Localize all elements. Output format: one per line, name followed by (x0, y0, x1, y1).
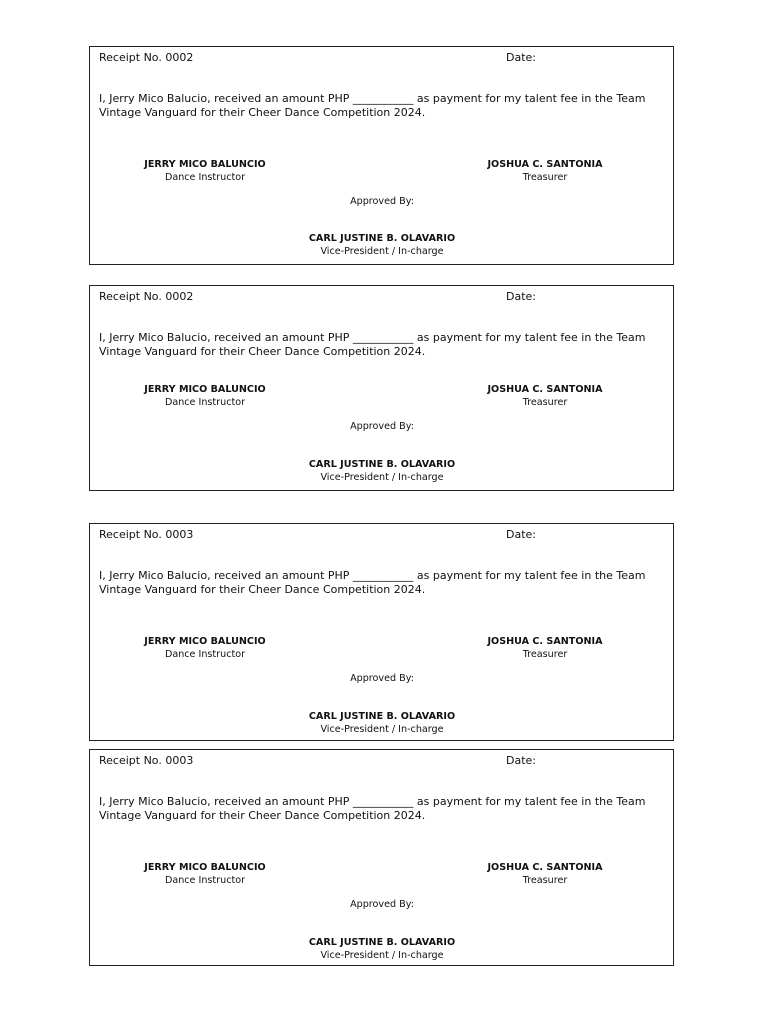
statement-line-2: Vintage Vanguard for their Cheer Dance Competition 2024. (99, 809, 426, 822)
instructor-title: Dance Instructor (164, 172, 246, 183)
instructor-name: JERRY MICO BALUNCIO (144, 384, 266, 395)
receipt-statement (99, 569, 674, 597)
statement-line-1: I, Jerry Mico Balucio, received an amount PHP ___________ as payment for my talent fee in the Team (99, 331, 646, 344)
receipt-number: Receipt No. 0002 (99, 51, 194, 64)
treasurer-name: JOSHUA C. SANTONIA (487, 862, 603, 873)
instructor-title: Dance Instructor (164, 649, 246, 660)
instructor-name: JERRY MICO BALUNCIO (144, 636, 266, 647)
date-label: Date: (506, 528, 536, 541)
approved-by-label: Approved By: (350, 899, 414, 910)
treasurer-title: Treasurer (522, 649, 568, 660)
treasurer-signature (435, 158, 655, 184)
instructor-name: JERRY MICO BALUNCIO (144, 159, 266, 170)
receipt-card (89, 523, 674, 741)
receipt-card (89, 749, 674, 966)
instructor-title: Dance Instructor (164, 397, 246, 408)
approver-signature (272, 232, 492, 258)
approved-by-label: Approved By: (350, 196, 414, 207)
instructor-signature (95, 383, 315, 409)
statement-line-2: Vintage Vanguard for their Cheer Dance Competition 2024. (99, 583, 426, 596)
instructor-name: JERRY MICO BALUNCIO (144, 862, 266, 873)
statement-line-1: I, Jerry Mico Balucio, received an amount PHP ___________ as payment for my talent fee in the Team (99, 795, 646, 808)
approver-name: CARL JUSTINE B. OLAVARIO (308, 711, 456, 722)
approved-by-label: Approved By: (350, 421, 414, 432)
approver-title: Vice-President / In-charge (320, 246, 444, 257)
instructor-signature (95, 635, 315, 661)
treasurer-title: Treasurer (522, 172, 568, 183)
receipt-number: Receipt No. 0003 (99, 754, 194, 767)
statement-line-1: I, Jerry Mico Balucio, received an amount PHP ___________ as payment for my talent fee in the Team (99, 569, 646, 582)
statement-line-2: Vintage Vanguard for their Cheer Dance Competition 2024. (99, 345, 426, 358)
approver-title: Vice-President / In-charge (320, 724, 444, 735)
date-label: Date: (506, 290, 536, 303)
approver-name: CARL JUSTINE B. OLAVARIO (308, 233, 456, 244)
receipt-number: Receipt No. 0002 (99, 290, 194, 303)
statement-line-1: I, Jerry Mico Balucio, received an amount PHP ___________ as payment for my talent fee in the Team (99, 92, 646, 105)
treasurer-signature (435, 635, 655, 661)
approver-signature (272, 710, 492, 736)
treasurer-name: JOSHUA C. SANTONIA (487, 159, 603, 170)
treasurer-title: Treasurer (522, 397, 568, 408)
instructor-signature (95, 158, 315, 184)
approver-name: CARL JUSTINE B. OLAVARIO (308, 459, 456, 470)
treasurer-name: JOSHUA C. SANTONIA (487, 636, 603, 647)
receipt-statement (99, 331, 674, 359)
receipt-card (89, 46, 674, 265)
instructor-title: Dance Instructor (164, 875, 246, 886)
statement-line-2: Vintage Vanguard for their Cheer Dance Competition 2024. (99, 106, 426, 119)
treasurer-signature (435, 383, 655, 409)
approver-name: CARL JUSTINE B. OLAVARIO (308, 937, 456, 948)
receipt-card (89, 285, 674, 491)
approver-title: Vice-President / In-charge (320, 950, 444, 961)
date-label: Date: (506, 51, 536, 64)
approver-title: Vice-President / In-charge (320, 472, 444, 483)
date-label: Date: (506, 754, 536, 767)
treasurer-title: Treasurer (522, 875, 568, 886)
receipt-number: Receipt No. 0003 (99, 528, 194, 541)
approver-signature (272, 458, 492, 484)
approved-by-label: Approved By: (350, 673, 414, 684)
treasurer-name: JOSHUA C. SANTONIA (487, 384, 603, 395)
treasurer-signature (435, 861, 655, 887)
instructor-signature (95, 861, 315, 887)
approver-signature (272, 936, 492, 962)
receipt-statement (99, 795, 674, 823)
receipt-statement (99, 92, 674, 120)
